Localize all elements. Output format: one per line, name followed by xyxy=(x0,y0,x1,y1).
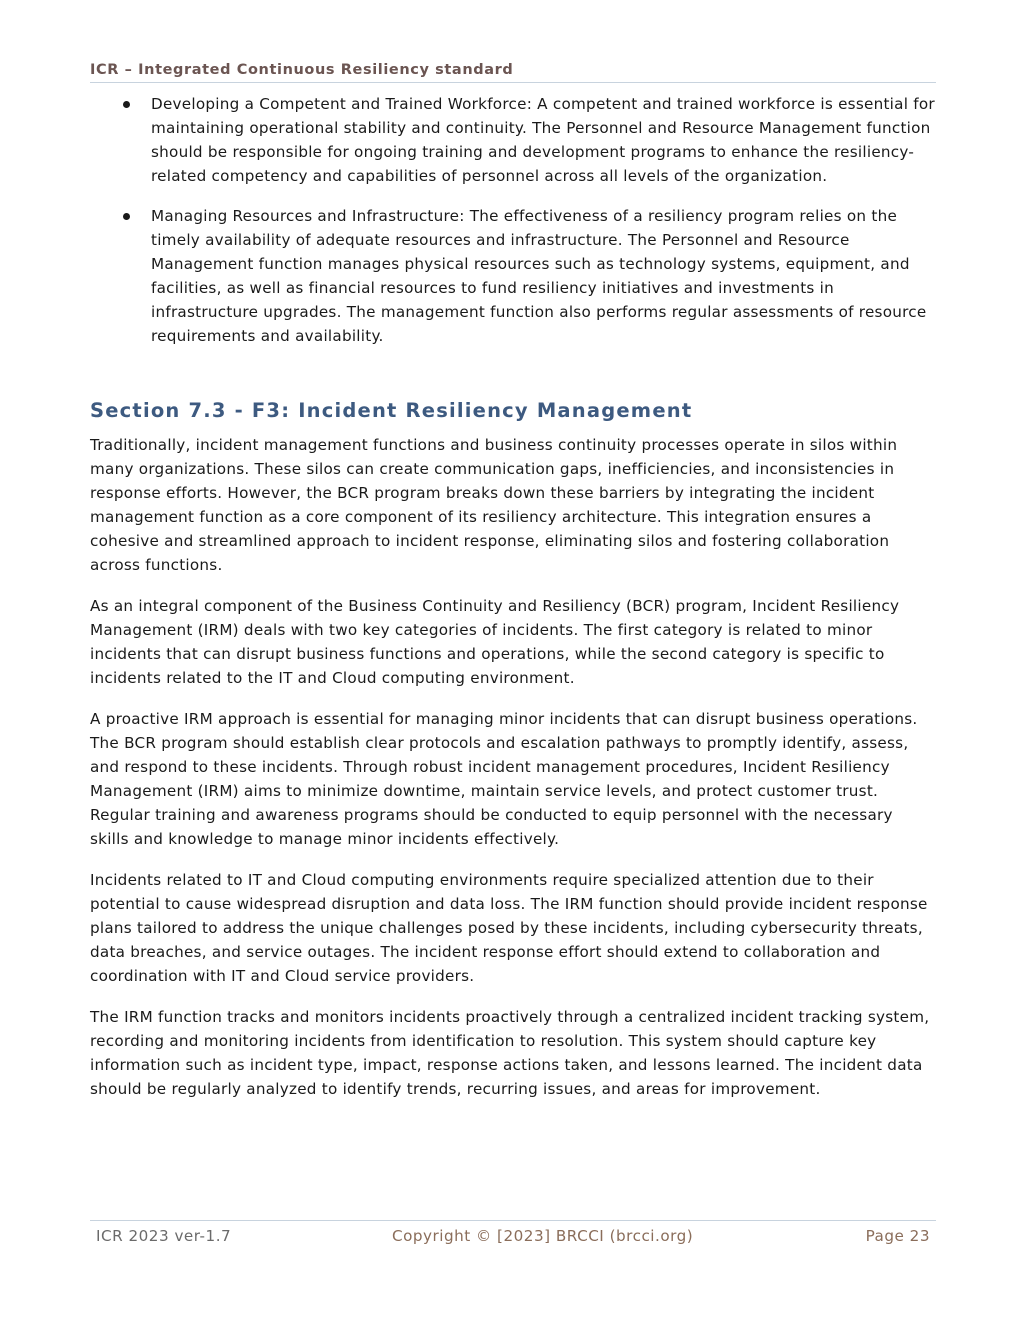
paragraph: A proactive IRM approach is essential for managing minor incidents that can disrupt business operations. The BCR program should establish clear protocols and escalation pathways to promptly identify, assess, and respond to these incidents. Through robust incident management procedures, Incident Resiliency Management (IRM) aims to minimize downtime, maintain service levels, and protect customer trust. Regular training and awareness programs should be conducted to equip personnel with the necessary skills and knowledge to manage minor incidents effectively. xyxy=(90,710,918,848)
bullet-text: Managing Resources and Infrastructure: The effectiveness of a resiliency program relies on the timely availability of adequate resources and infrastructure. The Personnel and Resource Management function manages physical resources such as technology systems, equipment, and facilities, as well as financial resources to fund resiliency initiatives and investments in infrastructure upgrades. The management function also performs regular assessments of resource requirements and availability. xyxy=(151,207,927,345)
page-header xyxy=(90,60,936,83)
bullet-list xyxy=(90,92,936,364)
bullet-icon xyxy=(123,213,130,220)
section-body xyxy=(90,433,936,1118)
paragraph: Incidents related to IT and Cloud computing environments require specialized attention due to their potential to cause widespread disruption and data loss. The IRM function should provide incident response plans tailored to address the unique challenges posed by these incidents, including cybersecurity threats, data breaches, and service outages. The incident response effort should extend to collaboration and coordination with IT and Cloud service providers. xyxy=(90,871,928,985)
section-heading: Section 7.3 - F3: Incident Resiliency Management xyxy=(90,399,693,422)
list-item xyxy=(90,204,936,348)
paragraph: As an integral component of the Business Continuity and Resiliency (BCR) program, Incident Resiliency Management (IRM) deals with two key categories of incidents. The first category is related to minor incidents that can disrupt business functions and operations, while the second category is specific to incidents related to the IT and Cloud computing environment. xyxy=(90,597,900,687)
page-number: Page 23 xyxy=(865,1227,930,1245)
footer-copyright: Copyright © [2023] BRCCI (brcci.org) xyxy=(392,1227,694,1245)
footer-version: ICR 2023 ver-1.7 xyxy=(96,1227,232,1245)
paragraph: Traditionally, incident management functions and business continuity processes operate in silos within many organizations. These silos can create communication gaps, inefficiencies, and inconsistencies in response efforts. However, the BCR program breaks down these barriers by integrating the incident management function as a core component of its resiliency architecture. This integration ensures a cohesive and streamlined approach to incident response, eliminating silos and fostering collaboration across functions. xyxy=(90,436,898,574)
list-item xyxy=(90,92,936,188)
bullet-text: Developing a Competent and Trained Workforce: A competent and trained workforce is essential for maintaining operational stability and continuity. The Personnel and Resource Management function should be responsible for ongoing training and development programs to enhance the resiliency-related competency and capabilities of personnel across all levels of the organization. xyxy=(151,95,935,185)
page-footer xyxy=(90,1220,936,1249)
bullet-icon xyxy=(123,101,130,108)
header-title: ICR – Integrated Continuous Resiliency standard xyxy=(90,62,514,78)
paragraph: The IRM function tracks and monitors incidents proactively through a centralized incident tracking system, recording and monitoring incidents from identification to resolution. This system should capture key information such as incident type, impact, response actions taken, and lessons learned. The incident data should be regularly analyzed to identify trends, recurring issues, and areas for improvement. xyxy=(90,1008,930,1098)
